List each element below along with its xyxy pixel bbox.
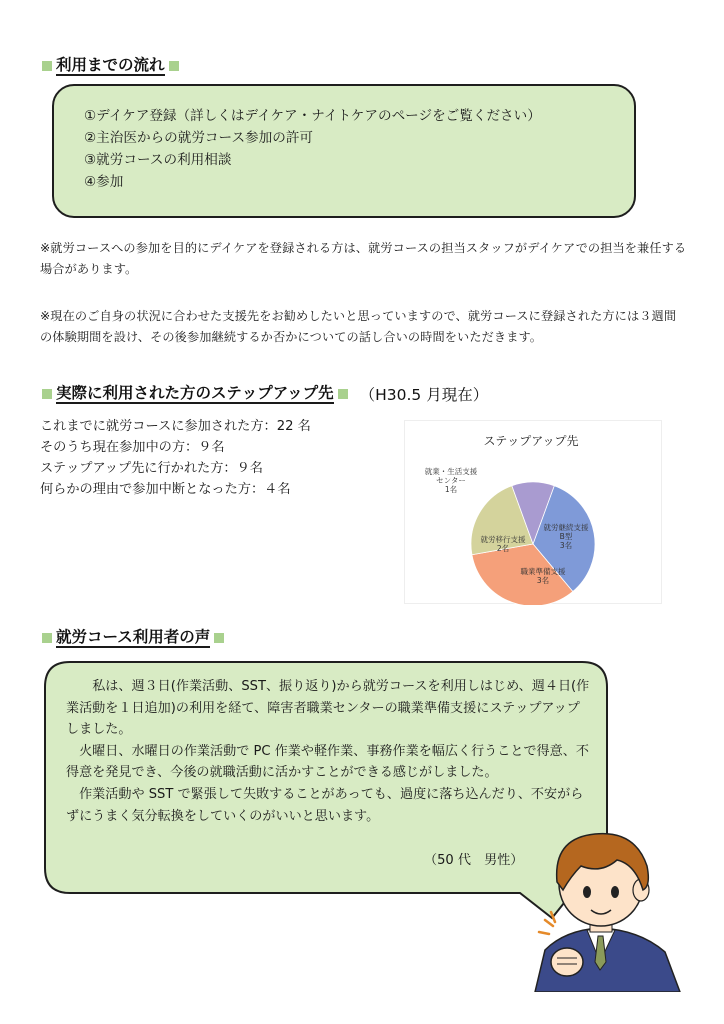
step-item: ②主治医からの就労コース参加の許可 — [84, 130, 314, 146]
section-title: 利用までの流れ — [56, 56, 165, 74]
male-user-illustration-icon — [505, 812, 700, 992]
section-title: 就労コース利用者の声 — [56, 628, 211, 646]
testimonial-text — [66, 676, 590, 827]
stat-line: 何らかの理由で参加中断となった方：４名 — [40, 482, 291, 497]
pie-slice-label: 就業・生活支援センター 1名 — [424, 467, 478, 494]
stat-line: そのうち現在参加中の方：９名 — [40, 440, 225, 455]
step-item: ①デイケア登録（詳しくはデイケア・ナイトケアのページをご覧ください） — [84, 108, 541, 124]
pie-slice-label: 就労移行支援 2名 — [480, 535, 526, 553]
stat-line: これまでに就労コースに参加された方：22 名 — [40, 419, 311, 434]
pie-slice-label: 職業準備支援 3名 — [520, 567, 566, 585]
chart-title: ステップアップ先 — [483, 434, 579, 448]
testimonial-paragraph: 作業活動や SST で緊張して失敗することがあっても、過度に落ち込んだり、不安がらずにうまく気分転換をしていくのがいいと思います。 — [66, 786, 584, 824]
note-paragraph: ※現在のご自身の状況に合わせた支援先をお勧めしたいと思っていますので、就労コースに登録された方には３週間の体験期間を設け、その後参加継続するか否かについての話し合いの時間をいただきます。 — [40, 309, 677, 344]
pie-slice-label: 就労継続支援 B型 3名 — [543, 523, 589, 550]
stat-line: ステップアップ先に行かれた方：９名 — [40, 461, 263, 476]
note-paragraph: ※就労コースへの参加を目的にデイケアを登録される方は、就労コースの担当スタッフがデイケアでの担当を兼任する場合があります。 — [40, 241, 687, 276]
section-title: 実際に利用された方のステップアップ先 — [56, 384, 334, 402]
testimonial-paragraph: 火曜日、水曜日の作業活動で PC 作業や軽作業、事務作業を幅広く行うことで得意、不得意を発見でき、今後の就職活動に活かすことができる感じがしました。 — [66, 743, 589, 781]
date-note: （H30.5 月現在） — [359, 386, 489, 404]
testimonial-paragraph: 私は、週３日(作業活動、SST、振り返り)から就労コースを利用しはじめ、週４日(作業活動を１日追加)の利用を経て、障害者職業センターの職業準備支援にステップアップしました。 — [66, 679, 590, 738]
step-item: ④参加 — [84, 174, 124, 190]
step-item: ③就労コースの利用相談 — [84, 152, 232, 168]
testimonial-author: （50 代 男性） — [424, 853, 524, 868]
